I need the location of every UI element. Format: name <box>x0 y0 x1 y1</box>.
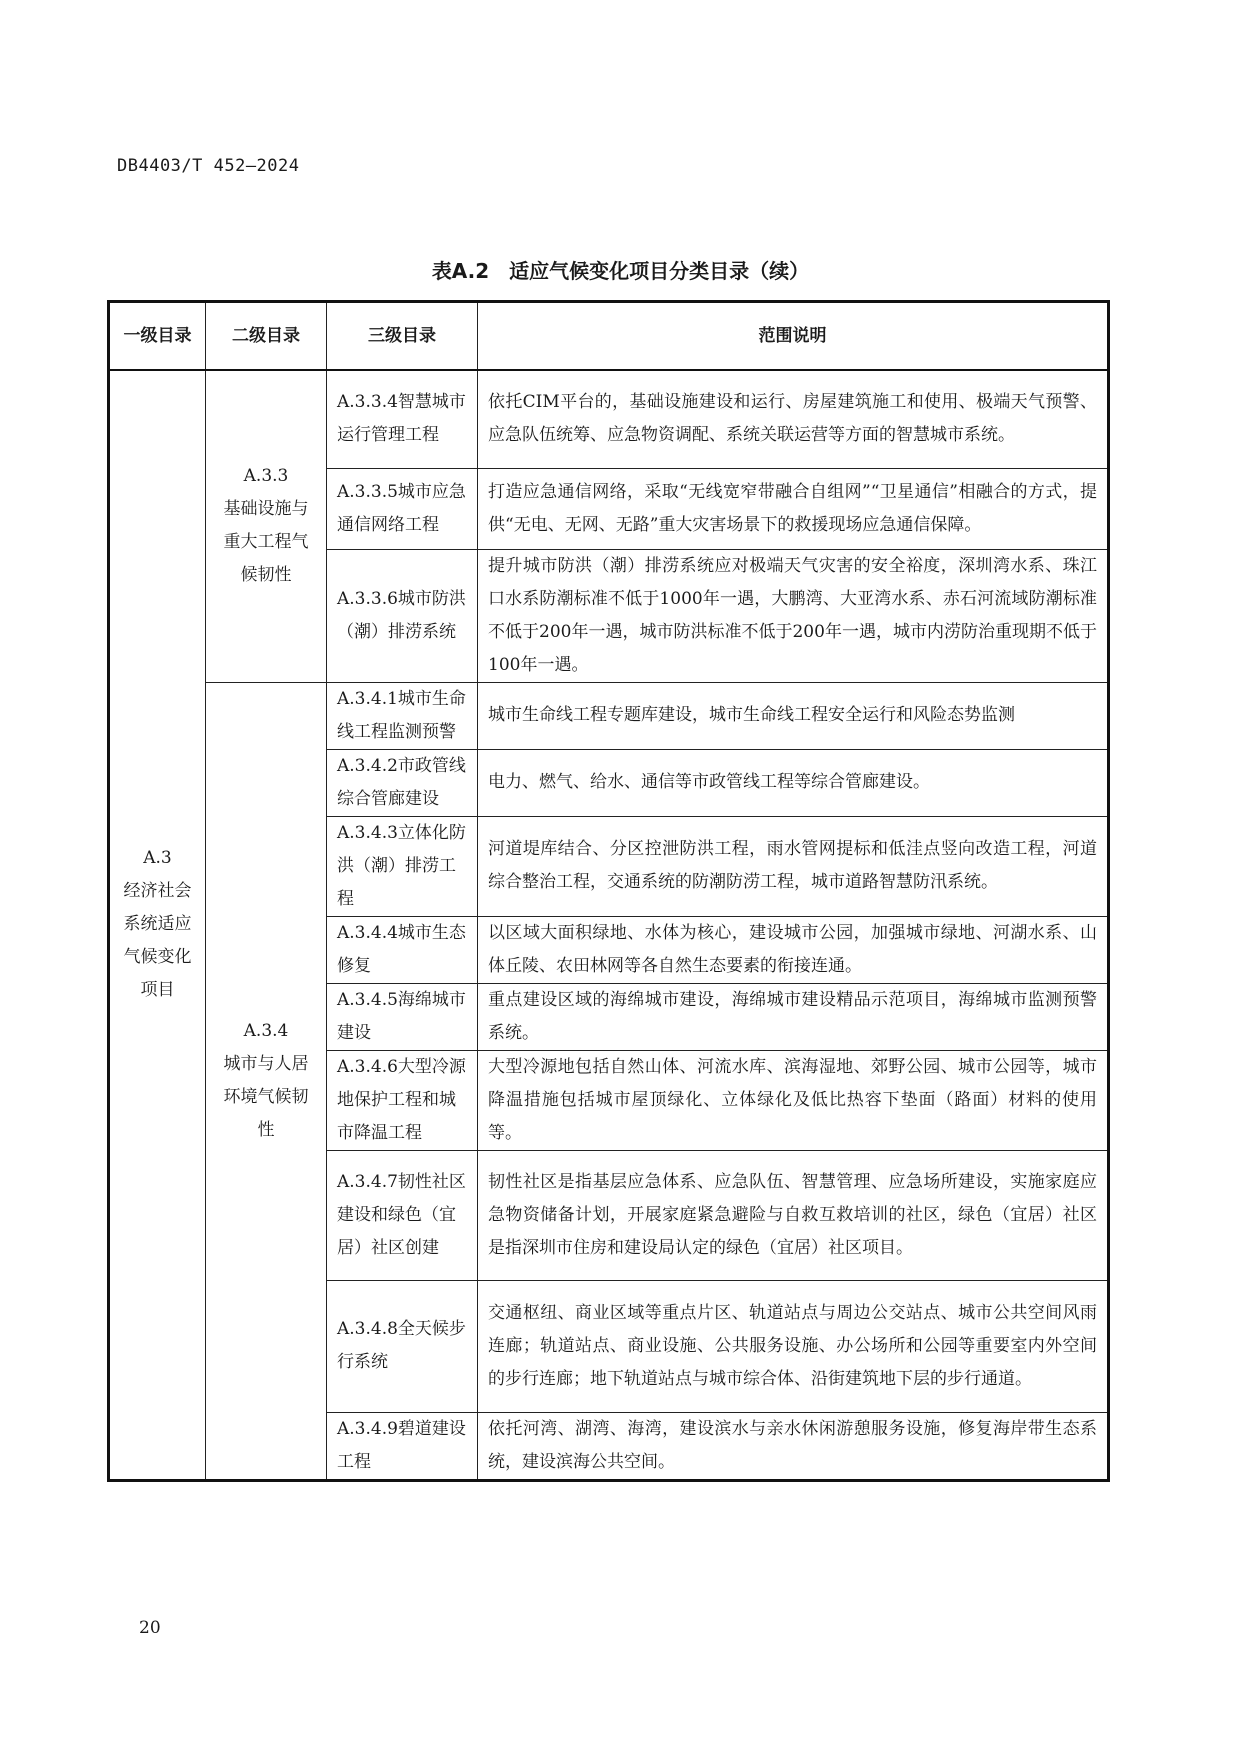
level3-line: 市降温工程 <box>337 1122 422 1143</box>
level3-line: 建设 <box>337 1022 371 1043</box>
level3-line: A.3.4.4城市生态 <box>337 922 466 943</box>
level2-name-line: 城市与人居 <box>223 1053 309 1074</box>
level3-line: 建设和绿色（宜 <box>337 1204 456 1225</box>
level3-line: A.3.4.6大型冷源 <box>337 1056 466 1077</box>
scope-description: 河道堤库结合、分区控泄防洪工程，雨水管网提标和低洼点竖向改造工程，河道综合整治工程，交通系统的防潮防涝工程，城市道路智慧防汛系统。 <box>478 816 1109 916</box>
level2-code: A.3.3 <box>243 466 289 487</box>
column-header: 三级目录 <box>327 302 478 371</box>
table-row <box>109 682 1109 749</box>
level3-line: A.3.3.6城市防洪 <box>337 588 466 609</box>
level3-line: A.3.4.3立体化防 <box>337 822 466 843</box>
scope-description: 打造应急通信网络，采取“无线宽窄带融合自组网”“卫星通信”相融合的方式，提供“无电、无网、无路”重大灾害场景下的救援现场应急通信保障。 <box>478 468 1109 549</box>
scope-description: 以区域大面积绿地、水体为核心，建设城市公园，加强城市绿地、河湖水系、山体丘陵、农田林网等各自然生态要素的衔接连通。 <box>478 916 1109 983</box>
scope-description: 交通枢纽、商业区域等重点片区、轨道站点与周边公交站点、城市公共空间风雨连廊；轨道站点、商业设施、公共服务设施、办公场所和公园等重要室内外空间的步行连廊；地下轨道站点与城市综合体、沿街建筑地下层的步行通道。 <box>478 1280 1109 1412</box>
level3-line: A.3.4.8全天候步 <box>337 1319 466 1339</box>
level1-name-line: 气候变化 <box>123 947 192 968</box>
document-id: DB4403/T 452—2024 <box>117 156 300 176</box>
level3-line: 居）社区创建 <box>337 1237 439 1258</box>
level2-name-line: 性 <box>257 1119 275 1140</box>
level3-cell <box>327 1280 478 1412</box>
scope-description: 重点建设区域的海绵城市建设，海绵城市建设精品示范项目，海绵城市监测预警系统。 <box>478 983 1109 1050</box>
column-header: 二级目录 <box>206 302 327 371</box>
level3-line: 工程 <box>337 1451 371 1472</box>
level3-line: A.3.4.1城市生命 <box>337 688 466 709</box>
level3-line: 地保护工程和城 <box>337 1089 456 1110</box>
level1-name-line: 项目 <box>140 980 175 1001</box>
column-header: 范围说明 <box>478 302 1109 371</box>
level1-cell <box>109 370 206 1480</box>
level3-cell <box>327 682 478 749</box>
scope-description: 电力、燃气、给水、通信等市政管线工程等综合管廊建设。 <box>478 749 1109 816</box>
scope-description: 韧性社区是指基层应急体系、应急队伍、智慧管理、应急场所建设，实施家庭应急物资储备计划，开展家庭紧急避险与自救互救培训的社区，绿色（宜居）社区是指深圳市住房和建设局认定的绿色（宜居）社区项目。 <box>478 1150 1109 1280</box>
level3-cell <box>327 370 478 468</box>
page-number: 20 <box>139 1618 161 1638</box>
level1-name-line: 系统适应 <box>123 914 192 935</box>
table-title: 表A.2 适应气候变化项目分类目录（续） <box>431 259 810 283</box>
level2-name-line: 环境气候韧 <box>223 1086 309 1107</box>
level3-line: （潮）排涝系统 <box>337 621 456 642</box>
level1-name-line: 经济社会 <box>123 881 192 902</box>
level3-cell <box>327 749 478 816</box>
level3-cell <box>327 1050 478 1150</box>
level3-line: 综合管廊建设 <box>337 788 439 809</box>
level3-line: A.3.4.2市政管线 <box>337 755 466 776</box>
level3-cell <box>327 1412 478 1480</box>
level2-name-line: 重大工程气 <box>223 532 309 553</box>
level3-line: A.3.4.5海绵城市 <box>337 989 466 1010</box>
level3-line: A.3.4.7韧性社区 <box>337 1171 466 1192</box>
level3-cell <box>327 1150 478 1280</box>
level3-line: A.3.4.9碧道建设 <box>337 1418 466 1439</box>
column-header: 一级目录 <box>109 302 206 371</box>
level2-name-line: 候韧性 <box>240 565 292 586</box>
level2-cell <box>206 682 327 1480</box>
scope-description: 城市生命线工程专题库建设，城市生命线工程安全运行和风险态势监测 <box>478 682 1109 749</box>
level3-line: A.3.3.5城市应急 <box>337 481 466 502</box>
level2-cell <box>206 370 327 682</box>
level3-line: 行系统 <box>337 1352 388 1372</box>
scope-description: 提升城市防洪（潮）排涝系统应对极端天气灾害的安全裕度，深圳湾水系、珠江口水系防潮标准不低于1000年一遇，大鹏湾、大亚湾水系、赤石河流域防潮标准不低于200年一遇，城市防洪标准不低于200年一遇，城市内涝防治重现期不低于100年一遇。 <box>478 549 1109 682</box>
level3-line: 洪（潮）排涝工程 <box>337 855 456 909</box>
table-row <box>109 370 1109 468</box>
table-header-row <box>109 302 1109 371</box>
level3-cell <box>327 816 478 916</box>
scope-description: 依托河湾、湖湾、海湾，建设滨水与亲水休闲游憩服务设施，修复海岸带生态系统，建设滨海公共空间。 <box>478 1412 1109 1480</box>
level3-cell <box>327 468 478 549</box>
level3-line: 运行管理工程 <box>337 425 439 446</box>
level1-code: A.3 <box>143 848 172 869</box>
level2-name-line: 基础设施与 <box>223 499 309 520</box>
level3-cell <box>327 983 478 1050</box>
level3-cell <box>327 916 478 983</box>
level2-code: A.3.4 <box>243 1020 289 1041</box>
scope-description: 大型冷源地包括自然山体、河流水库、滨海湿地、郊野公园、城市公园等，城市降温措施包括城市屋顶绿化、立体绿化及低比热容下垫面（路面）材料的使用等。 <box>478 1050 1109 1150</box>
classification-table <box>107 300 1110 1482</box>
level3-cell <box>327 549 478 682</box>
level3-line: 修复 <box>337 955 371 976</box>
scope-description: 依托CIM平台的，基础设施建设和运行、房屋建筑施工和使用、极端天气预警、应急队伍统筹、应急物资调配、系统关联运营等方面的智慧城市系统。 <box>478 370 1109 468</box>
level3-line: A.3.3.4智慧城市 <box>337 392 466 413</box>
level3-line: 通信网络工程 <box>337 514 439 535</box>
level3-line: 线工程监测预警 <box>337 721 456 742</box>
